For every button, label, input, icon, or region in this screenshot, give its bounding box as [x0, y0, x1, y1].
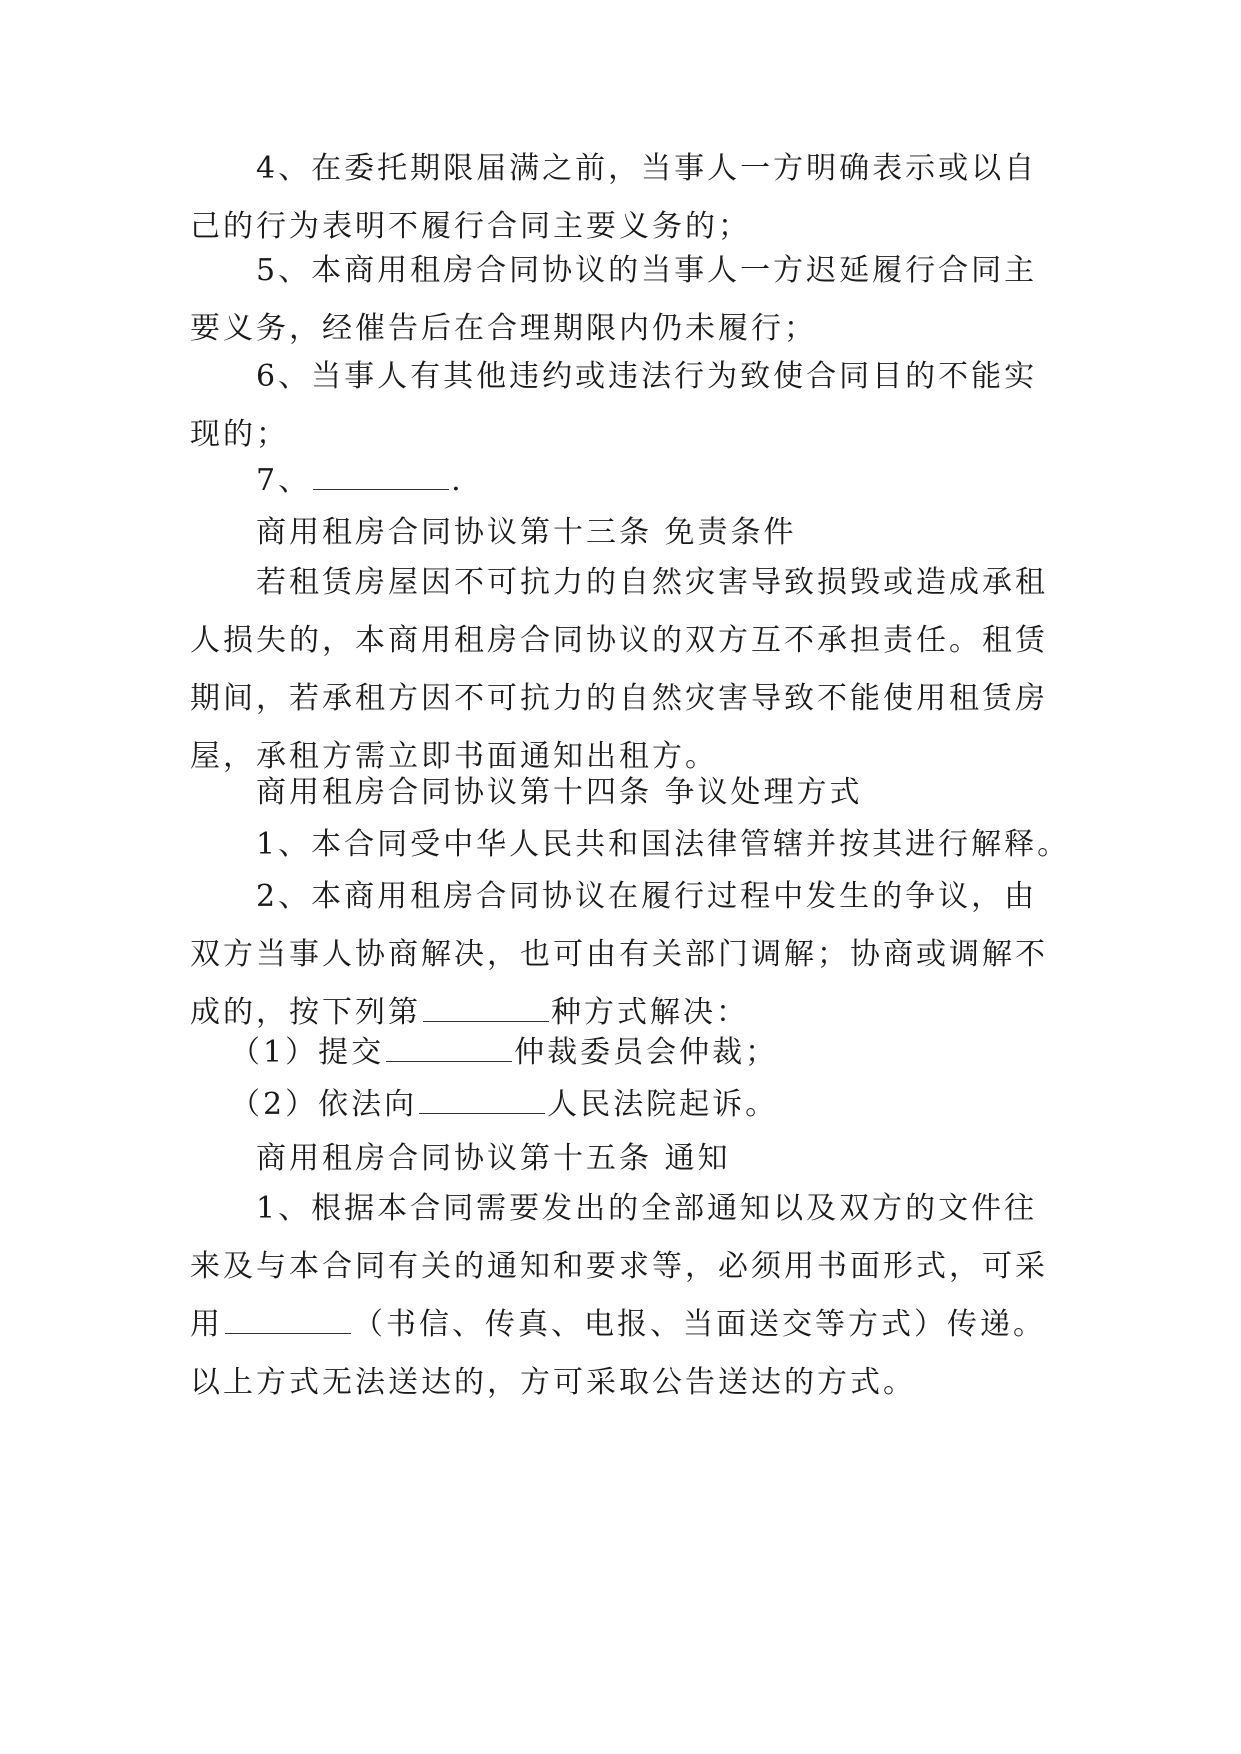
- article-13-body: 若租赁房屋因不可抗力的自然灾害导致损毁或造成承租人损失的，本商用租房合同协议的双方互不承担责任。租赁期间，若承租方因不可抗力的自然灾害导致不能使用租赁房屋，承租方需立即书面通知出租方。: [190, 565, 1048, 774]
- article-14-item-2: [190, 868, 1070, 1042]
- clause-item-4: 4、在委托期限届满之前，当事人一方明确表示或以自己的行为表明不履行合同主要义务的；: [190, 151, 1038, 244]
- clause-item-6: 6、当事人有其他违约或违法行为致使合同目的不能实现的；: [190, 359, 1038, 452]
- clause-item-7: [190, 452, 1070, 510]
- blank-field: [386, 1031, 512, 1062]
- clause-item-5: 5、本商用租房合同协议的当事人一方迟延履行合同主要义务，经催告后在合理期限内仍未履行；: [190, 253, 1038, 346]
- article-14-heading: 商用租房合同协议第十四条 争议处理方式: [256, 775, 863, 810]
- article-14-item-2-prefix: 2、本商用租房合同协议在履行过程中发生的争议，由双方当事人协商解决，也可由有关部门调解；协商或调解不成的，按下列第: [190, 879, 1048, 1030]
- blank-field: [313, 459, 449, 490]
- article-14-option-2: [190, 1076, 1070, 1134]
- article-15-item-1-suffix: （书信、传真、电报、当面送交等方式）传递。以上方式无法送达的，方可采取公告送达的方式。: [190, 1307, 1046, 1400]
- clause-item-7-prefix: 7、: [256, 463, 312, 498]
- option-2-prefix: （2）依法向: [230, 1087, 418, 1122]
- clause-item-7-suffix: .: [451, 463, 464, 498]
- article-15-item-1: [190, 1180, 1070, 1412]
- blank-field: [419, 1083, 545, 1114]
- article-14-item-1: 1、本合同受中华人民共和国法律管辖并按其进行解释。: [256, 827, 1071, 862]
- option-1-suffix: 仲裁委员会仲裁；: [514, 1035, 779, 1070]
- article-14-item-2-suffix: 种方式解决：: [551, 995, 749, 1030]
- article-14-option-1: [190, 1024, 1070, 1082]
- blank-field: [423, 991, 549, 1022]
- article-13-heading: 商用租房合同协议第十三条 免责条件: [256, 515, 797, 550]
- article-15-heading: 商用租房合同协议第十五条 通知: [256, 1141, 731, 1176]
- option-1-prefix: （1）提交: [230, 1035, 385, 1070]
- option-2-suffix: 人民法院起诉。: [547, 1087, 779, 1122]
- blank-field: [225, 1303, 351, 1334]
- article-15-item-1-prefix: 1、根据本合同需要发出的全部通知以及双方的文件往来及与本合同有关的通知和要求等，必须用书面形式，可采用: [190, 1191, 1048, 1342]
